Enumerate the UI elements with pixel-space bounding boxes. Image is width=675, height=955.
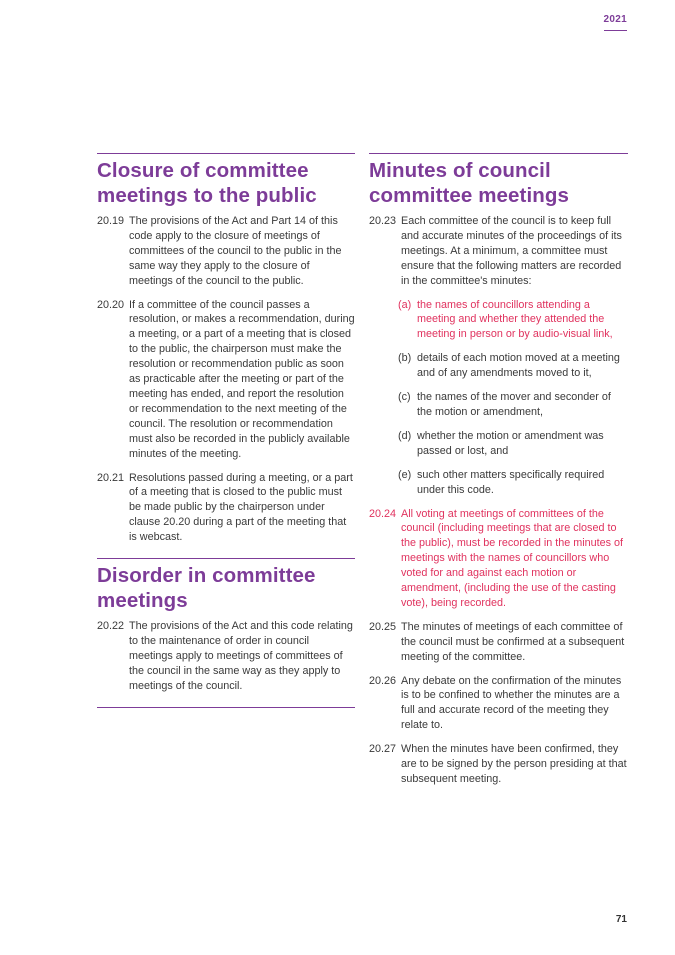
- clause-number: 20.22: [97, 620, 125, 633]
- clause-20-20: [97, 298, 355, 462]
- clause-text: The provisions of the Act and this code relating to the maintenance of order in council meetings apply to meetings of committees of the council in the same way as they apply to meetings of the council.: [129, 620, 353, 692]
- clause-20-22: [97, 619, 355, 694]
- subitem-text: the names of the mover and seconder of the motion or amendment,: [417, 391, 611, 418]
- clause-20-23: [369, 214, 628, 289]
- right-column: [369, 153, 628, 796]
- clause-text: If a committee of the council passes a resolution, or makes a recommendation, during a meeting, or a part of a meeting that is closed to the public, the chairperson must make the resolution or recommendation public as soon as practicable after the meeting or part of the meeting has ended, and report the resolution or recommendation to the next meeting of the council. The resolution or recommendation must also be recorded in the publicly available minutes of the meeting.: [129, 298, 355, 460]
- clause-20-26: [369, 674, 628, 734]
- subitem-e: [398, 468, 628, 498]
- section-title: Closure of committee meetings to the public: [97, 159, 317, 207]
- clause-text: When the minutes have been confirmed, they are to be signed by the person presiding at that subsequent meeting.: [401, 743, 627, 785]
- section-minutes: [369, 154, 628, 208]
- subitem-c: [398, 390, 628, 420]
- subitem-d: [398, 429, 628, 459]
- subitem-text: whether the motion or amendment was passed or lost, and: [417, 429, 604, 457]
- subitem-label: (b): [398, 352, 412, 365]
- clause-text: The minutes of meetings of each committee of the council must be confirmed at a subsequent meeting of the committee.: [401, 620, 625, 663]
- subitem-a: [398, 298, 628, 343]
- section-closure: [97, 154, 355, 208]
- clause-text: Each committee of the council is to keep full and accurate minutes of the proceedings of its meetings. At a minimum, a committee must ensure that the following matters are recorded in the committee's minutes:: [401, 215, 622, 287]
- clause-text: All voting at meetings of committees of the council (including meetings that are closed to the public), must be recorded in the minutes of meetings with the names of councillors who voted for and against each motion or amendment, (including the use of the casting vote), being recorded.: [401, 507, 624, 609]
- clause-number: 20.25: [369, 620, 397, 633]
- year-label: 2021: [604, 14, 627, 31]
- section-title: Minutes of council committee meetings: [369, 159, 570, 207]
- clause-number: 20.27: [369, 743, 397, 756]
- clause-number: 20.24: [369, 507, 397, 520]
- clause-text: The provisions of the Act and Part 14 of this code apply to the closure of meetings of committees of the council to the public in the same way they apply to the closure of meetings of the council to the public.: [129, 215, 342, 287]
- clause-number: 20.20: [97, 298, 125, 311]
- subitem-text: the names of councillors attending a meeting and whether they attended the meeting in person or by audio-visual link,: [417, 298, 613, 341]
- section-end-rule: [97, 707, 355, 708]
- clause-20-27: [369, 742, 628, 787]
- subitem-label: (c): [398, 391, 411, 404]
- section-title: Disorder in committee meetings: [97, 564, 316, 613]
- subitem-text: such other matters specifically required under this code.: [417, 468, 605, 496]
- clause-20-21: [97, 471, 355, 546]
- left-column: [97, 153, 355, 708]
- subitem-label: (a): [398, 298, 412, 311]
- clause-20-25: [369, 620, 628, 665]
- clause-number: 20.21: [97, 471, 125, 484]
- clause-text: Resolutions passed during a meeting, or a part of a meeting that is closed to the public must be made public by the chairperson under clause 20.20 during a part of the meeting that is webcast.: [129, 471, 353, 544]
- page-number: 71: [615, 914, 627, 925]
- clause-text: Any debate on the confirmation of the minutes is to be confined to whether the minutes are a full and accurate record of the meeting they relate to.: [401, 674, 622, 732]
- clause-number: 20.19: [97, 215, 125, 227]
- clause-number: 20.23: [369, 215, 397, 227]
- clause-number: 20.26: [369, 674, 397, 687]
- subitem-text: details of each motion moved at a meeting and of any amendments moved to it,: [417, 352, 620, 380]
- clause-20-19: [97, 214, 355, 289]
- clause-20-24: [369, 507, 628, 611]
- section-disorder: [97, 559, 355, 613]
- subitem-label: (e): [398, 468, 412, 481]
- subitem-label: (d): [398, 429, 412, 442]
- subitem-b: [398, 351, 628, 381]
